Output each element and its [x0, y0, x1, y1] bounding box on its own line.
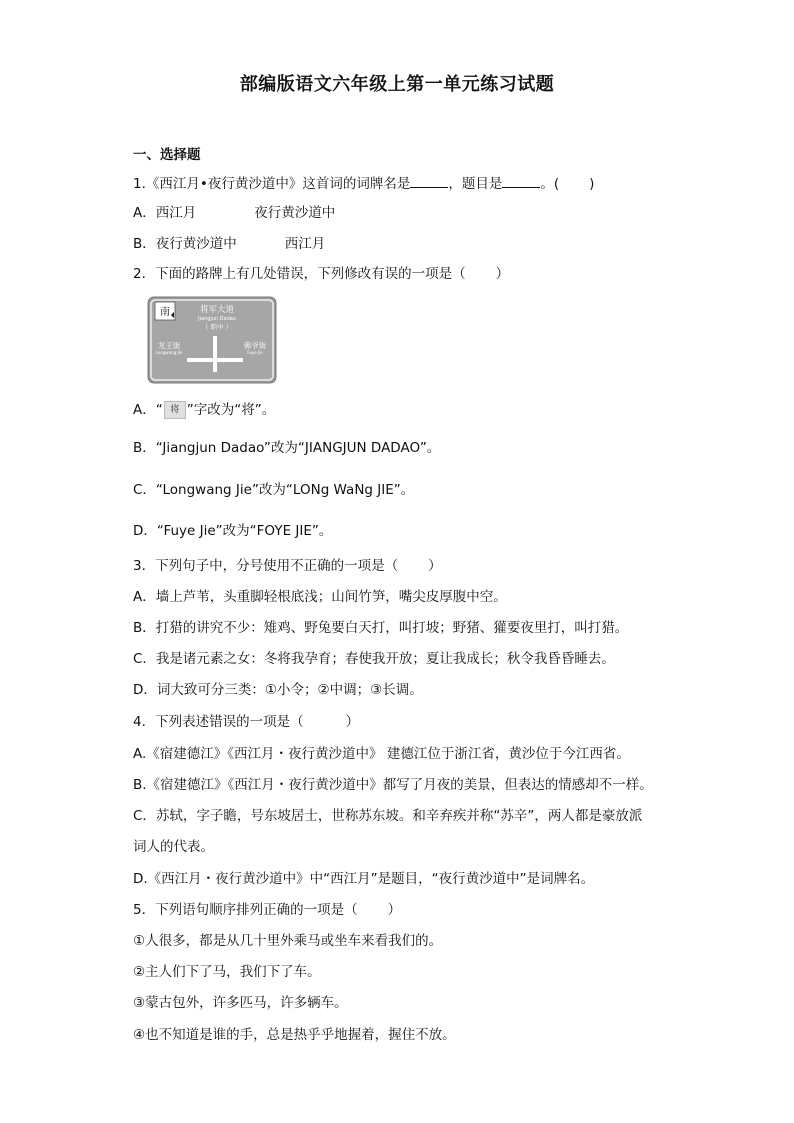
sign-right-street: 佛爷街: [243, 341, 267, 350]
q2-option-b: B．“Jiangjun Dadao”改为“JIANGJUN DADAO”。: [133, 440, 441, 456]
sign-direction: 南: [160, 307, 170, 318]
q4-stem-text: ）: [345, 714, 360, 730]
q1-option-a: [133, 204, 335, 222]
q4-option-d: D.《西江月・夜行黄沙道中》中“西江月”是题目，“夜行黄沙道中”是词牌名。: [133, 871, 595, 887]
q5-sentence-3: ③蒙古包外，许多匹马，许多辆车。: [133, 995, 348, 1011]
sign-left-pinyin: Longwang Jie: [155, 350, 183, 355]
question-3-stem: [133, 557, 442, 575]
q1-stem-part: ): [589, 176, 595, 192]
q1-stem-part: ，题目是: [448, 176, 503, 192]
q4-option-b: B.《宿建德江》《西江月・夜行黄沙道中》都写了月夜的美景，但表达的情感却不一样。: [133, 777, 653, 793]
sign-road-note: （ 职中 ）: [201, 323, 233, 331]
option-text: 西江月: [284, 236, 326, 252]
q3-option-b: B．打猎的讲究不少：雉鸡、野兔要白天打，叫打坡；野猪、獾要夜里打，叫打猎。: [133, 620, 629, 636]
q2-option-c: C．“Longwang Jie”改为“LONg WaNg JIE”。: [133, 482, 415, 498]
q5-sentence-2: ②主人们下了马，我们下了车。: [133, 964, 321, 980]
option-text: B．夜行黄沙道中: [133, 236, 237, 252]
sign-left-street: 龙王街: [157, 341, 181, 350]
option-text: A．西江月: [133, 205, 197, 221]
q2-option-d: D．“Fuye Jie”改为“FOYE JIE”。: [133, 523, 333, 539]
q5-stem-text: 5．下列语句顺序排列正确的一项是（: [133, 902, 358, 918]
question-2-stem: [133, 265, 509, 283]
q3-option-d: D．词大致可分三类：①小令；②中调；③长调。: [133, 682, 423, 698]
q5-sentence-1: ①人很多，都是从几十里外乘马或坐车来看我们的。: [133, 933, 443, 949]
q4-option-a: A.《宿建德江》《西江月・夜行黄沙道中》 建德江位于浙江省，黄沙位于今江西省。: [133, 746, 630, 762]
q5-sentence-4: ④也不知道是谁的手，总是热乎乎地握着，握住不放。: [133, 1027, 456, 1043]
sign-road-pinyin: Jiangjun Dadao: [198, 316, 236, 322]
q3-option-c: C．我是诸元素之女：冬将我孕育；春使我开放；夏让我成长；秋令我昏昏睡去。: [133, 651, 615, 667]
question-5-stem: [133, 901, 401, 919]
option-text: 夜行黄沙道中: [254, 205, 336, 221]
sign-road-name: 将军大道: [199, 305, 235, 315]
q1-option-b: [133, 235, 325, 253]
q3-option-a: A．墙上芦苇，头重脚轻根底浅；山间竹笋，嘴尖皮厚腹中空。: [133, 589, 507, 605]
answer-blank: [502, 173, 540, 188]
q1-stem-part: 1.《西江月•夜行黄沙道中》这首词的词牌名是: [133, 176, 411, 192]
option-text: ”字改为“将”。: [186, 402, 276, 418]
question-1-stem: [133, 173, 594, 193]
sign-glyph-image: 将: [164, 401, 186, 419]
q2-stem-text: ）: [495, 266, 510, 282]
option-text: A．“: [133, 402, 163, 418]
section-heading: 一、选择题: [133, 147, 201, 163]
q3-stem-text: ）: [428, 558, 442, 574]
sign-right-pinyin: Fuye Jie: [247, 350, 263, 355]
q2-option-a: [133, 401, 275, 419]
q4-option-c: C．苏轼，字子瞻，号东坡居士，世称苏东坡。和辛弃疾并称“苏辛”，两人都是豪放派: [133, 808, 643, 824]
road-sign-image: [147, 296, 277, 384]
q2-stem-text: 2．下面的路牌上有几处错误，下列修改有误的一项是（: [133, 266, 466, 282]
page-title: 部编版语文六年级上第一单元练习试题: [239, 74, 555, 95]
q5-stem-text: ）: [387, 902, 402, 918]
q1-stem-part: 。(: [540, 176, 560, 192]
q4-option-c-cont: 词人的代表。: [133, 839, 214, 855]
q4-stem-text: 4．下列表述错误的一项是（: [133, 714, 304, 730]
answer-blank: [410, 173, 448, 188]
q3-stem-text: 3．下列句子中，分号使用不正确的一项是（: [133, 558, 399, 574]
question-4-stem: [133, 713, 359, 731]
